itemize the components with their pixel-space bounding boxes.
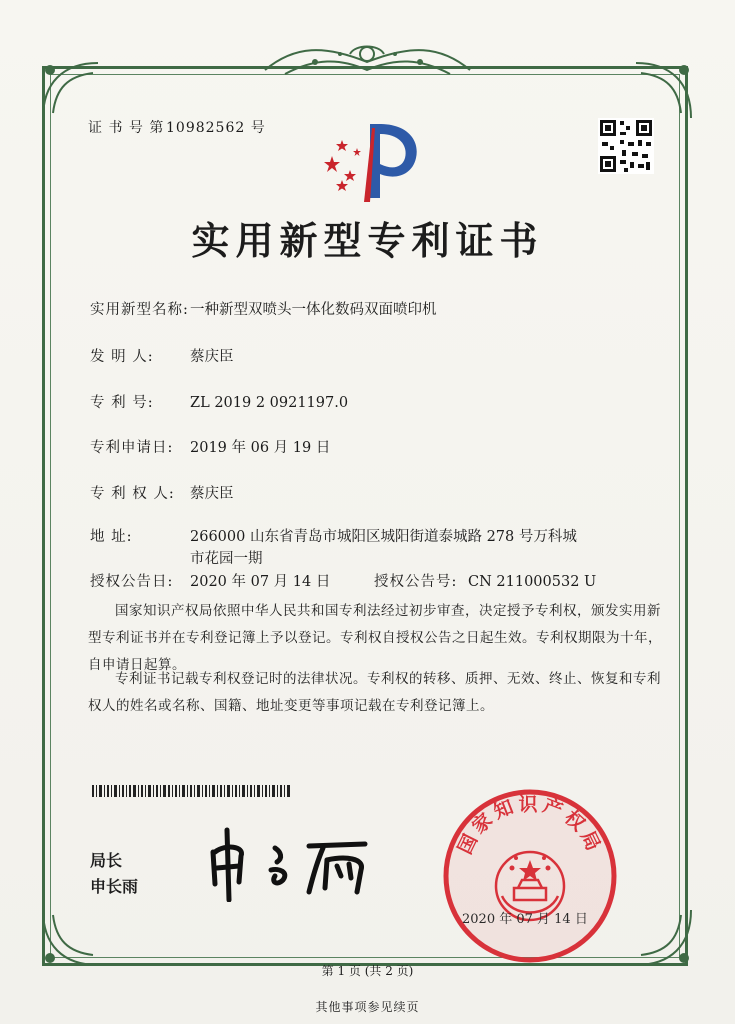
legal-status-statement: 专利证书记载专利权登记时的法律状况。专利权的转移、质押、无效、终止、恢复和专利权人的姓名或名称、国籍、地址变更等事项记载在专利登记簿上。 bbox=[88, 671, 661, 714]
certificate-number: 10982562 号 bbox=[166, 120, 266, 136]
patentee-value: 蔡庆臣 bbox=[190, 486, 234, 502]
handwritten-signature-icon bbox=[205, 822, 385, 902]
grant-number-label: 授权公告号: bbox=[374, 574, 458, 590]
certificate-title: 实用新型专利证书 bbox=[191, 218, 544, 263]
filing-date-label: 专利申请日: bbox=[90, 440, 174, 456]
official-seal-icon bbox=[442, 788, 618, 964]
barcode-icon bbox=[92, 785, 292, 797]
grant-statement: 国家知识产权局依照中华人民共和国专利法经过初步审查，决定授予专利权，颁发实用新型专利证书并在专利登记簿上予以登记。专利权自授权公告之日起生效。专利权期限为十年，自申请日起算。 bbox=[88, 603, 662, 673]
inventor-label: 发 明 人: bbox=[90, 349, 154, 365]
grant-date-label: 授权公告日: bbox=[90, 574, 174, 590]
patent-number-value: ZL 2019 2 0921197.0 bbox=[190, 395, 349, 411]
corner-ornament-icon bbox=[626, 900, 696, 970]
patent-number-label: 专 利 号: bbox=[90, 395, 154, 411]
qr-code-icon bbox=[598, 118, 654, 174]
cnipa-logo-icon bbox=[312, 118, 432, 208]
director-name: 申长雨 bbox=[90, 877, 139, 896]
address-label: 地 址: bbox=[90, 529, 133, 545]
grant-date-value: 2020 年 07 月 14 日 bbox=[190, 574, 331, 590]
grant-number-value: CN 211000532 U bbox=[468, 574, 597, 590]
seal-date: 2020 年 07 月 14 日 bbox=[462, 912, 588, 927]
continuation-note: 其他事项参见续页 bbox=[315, 1000, 420, 1014]
top-ornament-icon bbox=[255, 40, 480, 85]
certificate-number-label: 证 书 号 第 bbox=[88, 120, 165, 136]
model-name-value: 一种新型双喷头一体化数码双面喷印机 bbox=[190, 302, 437, 318]
inventor-value: 蔡庆臣 bbox=[190, 349, 234, 365]
director-title: 局长 bbox=[90, 851, 123, 870]
svg-text:国家知识产权局: 国家知识产权局 bbox=[453, 793, 607, 858]
filing-date-value: 2019 年 06 月 19 日 bbox=[190, 440, 331, 456]
patentee-label: 专 利 权 人: bbox=[90, 486, 175, 502]
address-line-2: 市花园一期 bbox=[190, 551, 263, 567]
page-number: 第 1 页 (共 2 页) bbox=[321, 964, 414, 978]
address-line-1: 266000 山东省青岛市城阳区城阳街道泰城路 278 号万科城 bbox=[190, 529, 577, 545]
model-name-label: 实用新型名称: bbox=[90, 302, 189, 318]
corner-ornament-icon bbox=[38, 900, 108, 970]
